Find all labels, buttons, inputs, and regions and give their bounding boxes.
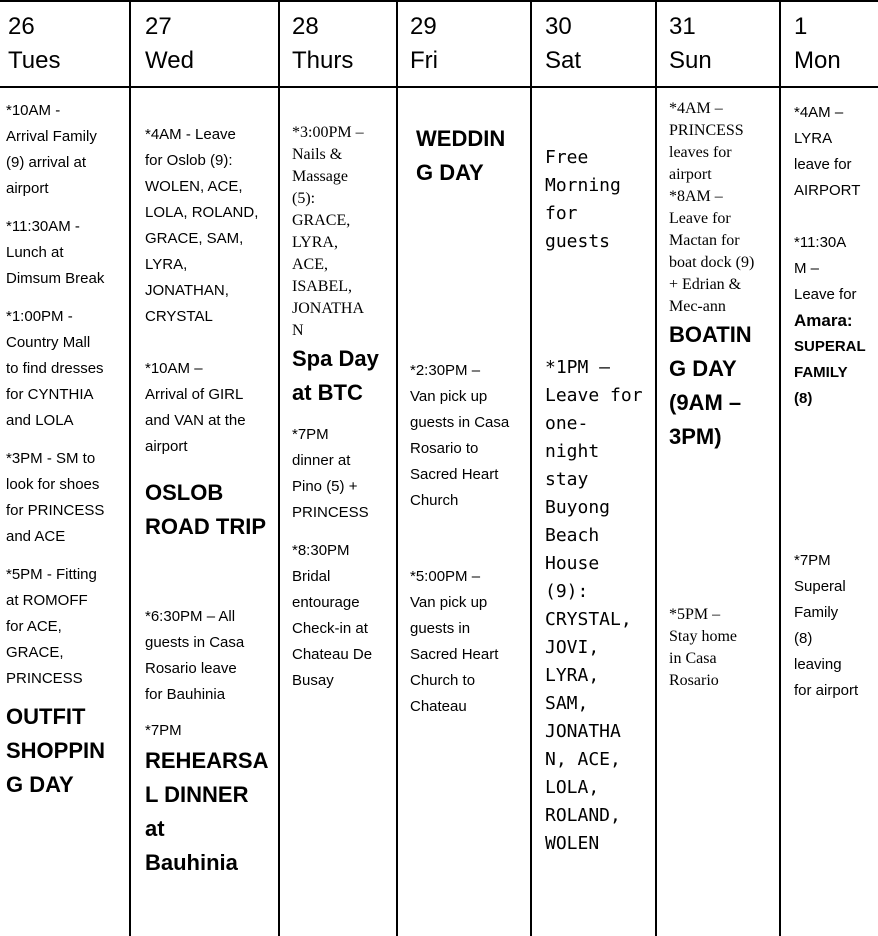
col-divider-6 bbox=[779, 0, 781, 936]
event-entry: *4AM – LYRA leave for AIRPORT bbox=[794, 104, 861, 199]
day-number: 27 bbox=[145, 13, 172, 40]
event-entry: *2:30PM – Van pick up guests in Casa Rosario to Sacred Heart Church bbox=[410, 362, 510, 509]
top-border bbox=[0, 0, 878, 2]
column-tues bbox=[6, 98, 127, 802]
event-entry: *5:00PM – Van pick up guests in Sacred Heart Church to Chateau bbox=[410, 568, 499, 715]
event-entry: *7PM bbox=[145, 722, 182, 739]
event-entry: SUPERAL FAMILY (8) bbox=[794, 338, 866, 407]
column-mon bbox=[794, 100, 878, 704]
event-entry: *5PM - Fitting at ROMOFF for ACE, GRACE, PRINCESS bbox=[6, 566, 97, 687]
day-title: OUTFIT SHOPPIN G DAY bbox=[6, 704, 106, 797]
day-header-fri bbox=[410, 10, 438, 78]
day-name: Thurs bbox=[292, 47, 354, 74]
day-number: 29 bbox=[410, 13, 437, 40]
day-title: BOATIN G DAY (9AM – 3PM) bbox=[669, 322, 752, 449]
day-header-wed bbox=[145, 10, 194, 78]
event-entry: *7PM Superal Family (8) leaving for airport bbox=[794, 552, 859, 699]
day-header-sun bbox=[669, 10, 712, 78]
day-name: Sun bbox=[669, 47, 712, 74]
day-name: Tues bbox=[8, 47, 61, 74]
event-entry: *4AM - Leave for Oslob (9): WOLEN, ACE, LOLA, ROLAND, GRACE, SAM, LYRA, JONATHAN, CRYSTAL bbox=[145, 126, 259, 325]
day-number: 28 bbox=[292, 13, 319, 40]
col-divider-2 bbox=[278, 0, 280, 936]
event-entry: *3:00PM – Nails & Massage (5): GRACE, LYRA, ACE, ISABEL, JONATHA N bbox=[292, 124, 364, 339]
event-entry: *5PM – Stay home in Casa Rosario bbox=[669, 606, 737, 689]
event-entry: *11:30AM - Lunch at Dimsum Break bbox=[6, 218, 105, 287]
day-header-sat bbox=[545, 10, 581, 78]
day-header-tues bbox=[8, 10, 60, 78]
column-sun bbox=[669, 98, 779, 692]
col-divider-3 bbox=[396, 0, 398, 936]
day-title: Spa Day at BTC bbox=[292, 346, 379, 405]
event-entry: *1PM – Leave for one- night stay Buyong Beach House (9): CRYSTAL, JOVI, LYRA, SAM, JONATHA N, ACE, LOLA, ROLAND, WOLEN bbox=[545, 357, 643, 854]
col-divider-4 bbox=[530, 0, 532, 936]
column-wed bbox=[145, 122, 277, 880]
day-name: Fri bbox=[410, 47, 438, 74]
col-divider-1 bbox=[129, 0, 131, 936]
day-number: 26 bbox=[8, 13, 35, 40]
day-name: Sat bbox=[545, 47, 582, 74]
event-entry: *8:30PM Bridal entourage Check-in at Chateau De Busay bbox=[292, 542, 373, 689]
event-entry: *10AM - Arrival Family (9) arrival at airport bbox=[6, 102, 97, 197]
event-entry: *11:30A M – Leave for bbox=[794, 234, 857, 303]
event-entry: *6:30PM – All guests in Casa Rosario leave for Bauhinia bbox=[145, 608, 245, 703]
day-number: 31 bbox=[669, 13, 696, 40]
event-entry: *10AM – Arrival of GIRL and VAN at the airport bbox=[145, 360, 246, 455]
day-title: OSLOB ROAD TRIP bbox=[145, 480, 266, 539]
day-title: REHEARSA L DINNER at Bauhinia bbox=[145, 748, 269, 875]
event-entry: Free Morning for guests bbox=[545, 147, 621, 252]
column-thurs bbox=[292, 122, 396, 694]
col-divider-5 bbox=[655, 0, 657, 936]
day-number: 1 bbox=[794, 13, 808, 40]
day-name: Mon bbox=[794, 47, 841, 74]
destination-label: Amara: bbox=[794, 311, 853, 330]
column-sat bbox=[545, 144, 655, 858]
day-number: 30 bbox=[545, 13, 572, 40]
event-entry: *3PM - SM to look for shoes for PRINCESS and ACE bbox=[6, 450, 105, 545]
day-header-thurs bbox=[292, 10, 353, 78]
event-entry: *7PM dinner at Pino (5) + PRINCESS bbox=[292, 426, 369, 521]
day-name: Wed bbox=[145, 47, 194, 74]
header-divider bbox=[0, 86, 878, 88]
column-fri bbox=[410, 122, 530, 720]
day-title: WEDDIN G DAY bbox=[416, 126, 506, 185]
day-header-mon bbox=[794, 10, 841, 78]
event-entry: *4AM – PRINCESS leaves for airport *8AM – Leave for Mactan for boat dock (9) + Edrian & Mec-ann bbox=[669, 100, 755, 315]
event-entry: *1:00PM - Country Mall to find dresses for CYNTHIA and LOLA bbox=[6, 308, 104, 429]
